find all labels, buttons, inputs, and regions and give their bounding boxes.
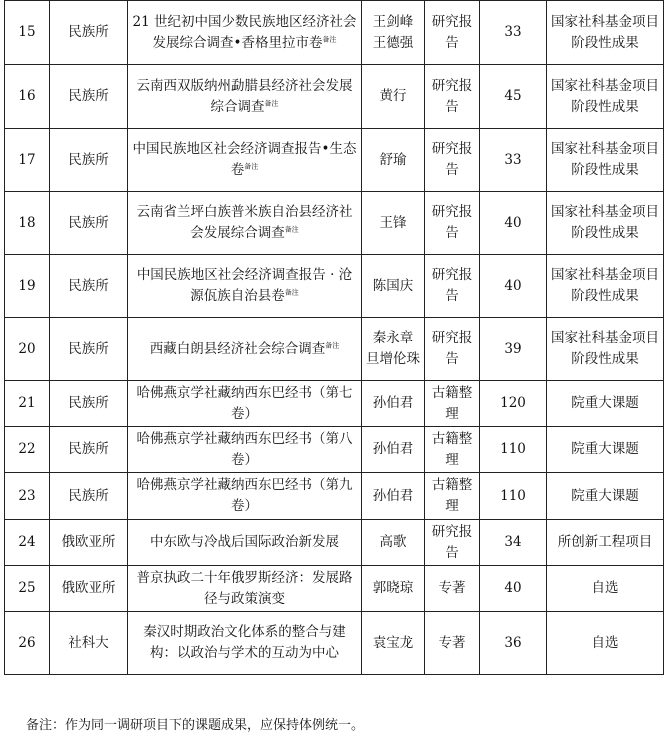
words-cell: 40 (480, 255, 547, 318)
source-cell: 院重大课题 (547, 427, 664, 473)
title-cell: 哈佛燕京学社藏纳西东巴经书（第七卷） (128, 381, 362, 427)
type-cell: 专著 (425, 612, 480, 675)
type-cell: 研究报告 (425, 520, 480, 566)
author-cell: 孙伯君 (362, 427, 425, 473)
note-marker: 备注 (244, 162, 259, 171)
institute-cell: 民族所 (50, 473, 128, 520)
type-cell: 研究报告 (425, 255, 480, 318)
row-number: 18 (5, 192, 50, 255)
table-row (5, 566, 664, 612)
row-number: 17 (5, 129, 50, 192)
author-cell: 舒瑜 (362, 129, 425, 192)
row-number: 16 (5, 65, 50, 129)
projects-table (4, 0, 664, 675)
institute-cell: 民族所 (50, 192, 128, 255)
row-number: 24 (5, 520, 50, 566)
type-cell: 研究报告 (425, 192, 480, 255)
words-cell: 34 (480, 520, 547, 566)
row-number: 26 (5, 612, 50, 675)
footnote: 备注：作为同一调研项目下的课题成果，应保持体例统一。 (26, 718, 365, 733)
table-row (5, 255, 664, 318)
title-cell: 秦汉时期政治文化体系的整合与建构：以政治与学术的互动为中心 (128, 612, 362, 675)
words-cell: 110 (480, 473, 547, 520)
table-row (5, 65, 664, 129)
author-cell: 王锋 (362, 192, 425, 255)
source-cell: 国家社科基金项目阶段性成果 (547, 129, 664, 192)
table-row (5, 473, 664, 520)
institute-cell: 民族所 (50, 318, 128, 381)
words-cell: 40 (480, 566, 547, 612)
words-cell: 33 (480, 129, 547, 192)
source-cell: 国家社科基金项目阶段性成果 (547, 1, 664, 65)
source-cell: 自选 (547, 612, 664, 675)
institute-cell: 民族所 (50, 381, 128, 427)
title-cell: 21 世纪初中国少数民族地区经济社会发展综合调查•香格里拉市卷$^{备注}$ (128, 1, 362, 65)
row-number: 25 (5, 566, 50, 612)
source-cell: 院重大课题 (547, 381, 664, 427)
author-cell: 袁宝龙 (362, 612, 425, 675)
table-row (5, 192, 664, 255)
source-cell: 国家社科基金项目阶段性成果 (547, 65, 664, 129)
title-cell: 普京执政二十年俄罗斯经济：发展路径与政策演变 (128, 566, 362, 612)
institute-cell: 民族所 (50, 427, 128, 473)
note-marker: 备注 (325, 341, 340, 349)
type-cell: 研究报告 (425, 65, 480, 129)
author-cell: 郭晓琼 (362, 566, 425, 612)
author-cell: 黄行 (362, 65, 425, 129)
source-cell: 院重大课题 (547, 473, 664, 520)
row-number: 21 (5, 381, 50, 427)
table-row (5, 427, 664, 473)
row-number: 22 (5, 427, 50, 473)
author-cell: 王剑峰 王德强 (362, 1, 425, 65)
author-cell: 孙伯君 (362, 381, 425, 427)
institute-cell: 民族所 (50, 255, 128, 318)
type-cell: 古籍整理 (425, 427, 480, 473)
type-cell: 研究报告 (425, 1, 480, 65)
row-number: 15 (5, 1, 50, 65)
author-cell: 高歌 (362, 520, 425, 566)
institute-cell: 俄欧亚所 (50, 520, 128, 566)
institute-cell: 民族所 (50, 65, 128, 129)
note-marker: 备注 (284, 288, 299, 297)
title-cell: 哈佛燕京学社藏纳西东巴经书（第八卷） (128, 427, 362, 473)
source-cell: 国家社科基金项目阶段性成果 (547, 255, 664, 318)
row-number: 20 (5, 318, 50, 381)
author-cell: 陈国庆 (362, 255, 425, 318)
title-cell: 西藏白朗县经济社会综合调查$^{备注}$ (128, 318, 362, 381)
author-cell: 秦永章 旦增伦珠 (362, 318, 425, 381)
row-number: 23 (5, 473, 50, 520)
table-row (5, 129, 664, 192)
words-cell: 45 (480, 65, 547, 129)
words-cell: 110 (480, 427, 547, 473)
author-cell: 孙伯君 (362, 473, 425, 520)
type-cell: 研究报告 (425, 129, 480, 192)
title-cell: 中国民族地区社会经济调查报告•生态卷$^{备注}$ (128, 129, 362, 192)
type-cell: 古籍整理 (425, 473, 480, 520)
title-cell: 哈佛燕京学社藏纳西东巴经书（第九卷） (128, 473, 362, 520)
words-cell: 39 (480, 318, 547, 381)
source-cell: 自选 (547, 566, 664, 612)
type-cell: 研究报告 (425, 318, 480, 381)
words-cell: 40 (480, 192, 547, 255)
title-cell: 中东欧与冷战后国际政治新发展 (128, 520, 362, 566)
title-cell: 云南西双版纳州勐腊县经济社会发展综合调查$^{备注}$ (128, 65, 362, 129)
words-cell: 36 (480, 612, 547, 675)
institute-cell: 俄欧亚所 (50, 566, 128, 612)
note-marker: 备注 (264, 99, 279, 107)
table-row (5, 318, 664, 381)
title-cell: 云南省兰坪白族普米族自治县经济社会发展综合调查$^{备注}$ (128, 192, 362, 255)
type-cell: 古籍整理 (425, 381, 480, 427)
table-row (5, 381, 664, 427)
words-cell: 33 (480, 1, 547, 65)
institute-cell: 民族所 (50, 129, 128, 192)
source-cell: 所创新工程项目 (547, 520, 664, 566)
source-cell: 国家社科基金项目阶段性成果 (547, 192, 664, 255)
institute-cell: 社科大 (50, 612, 128, 675)
source-cell: 国家社科基金项目阶段性成果 (547, 318, 664, 381)
institute-cell: 民族所 (50, 1, 128, 65)
type-cell: 专著 (425, 566, 480, 612)
table-row (5, 520, 664, 566)
table-row (5, 1, 664, 65)
note-marker: 备注 (284, 225, 299, 234)
words-cell: 120 (480, 381, 547, 427)
table-row (5, 612, 664, 675)
title-cell: 中国民族地区社会经济调查报告 · 沧源佤族自治县卷$^{备注}$ (128, 255, 362, 318)
note-marker: 备注 (322, 35, 337, 43)
row-number: 19 (5, 255, 50, 318)
